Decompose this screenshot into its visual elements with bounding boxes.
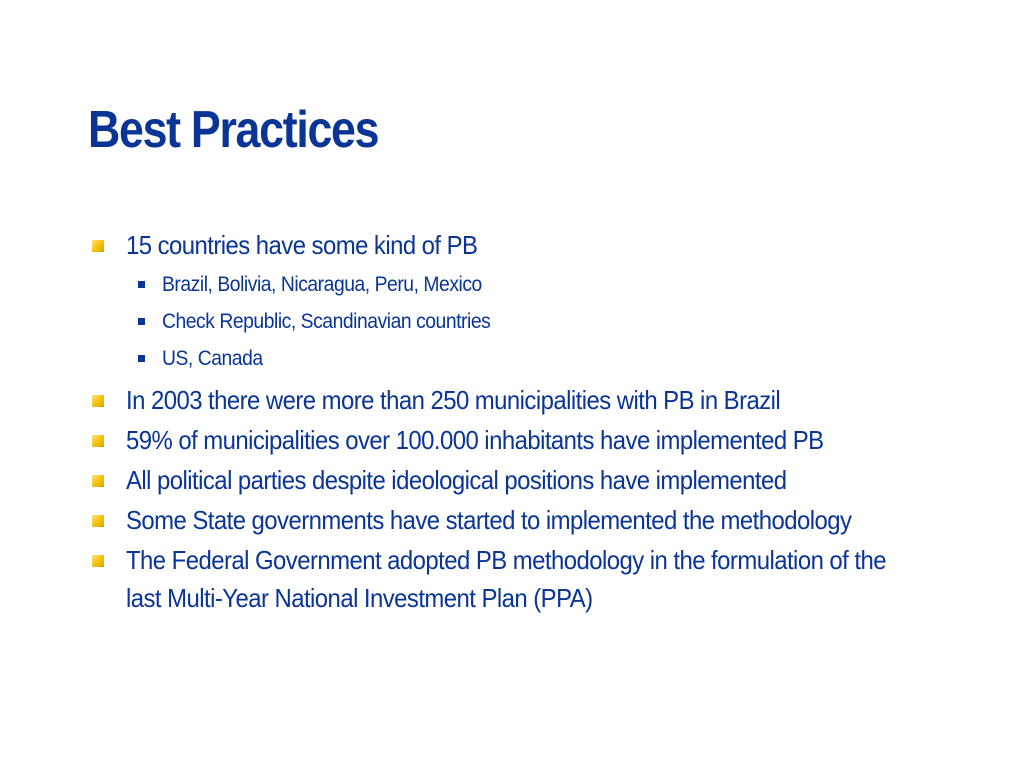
bullet-item-1: [92, 226, 992, 264]
bullet-list: [92, 226, 992, 619]
bullet-item-6: [92, 541, 992, 617]
bullet-item-3: [92, 421, 992, 459]
bullet-text: 15 countries have some kind of PB: [126, 230, 478, 260]
sub-bullet-text: Brazil, Bolivia, Nicaragua, Peru, Mexico: [162, 273, 482, 296]
sub-bullet-list: [92, 266, 992, 377]
square-bullet-icon: [92, 395, 104, 407]
bullet-text: Some State governments have started to implemented the methodology: [126, 505, 852, 535]
bullet-item-5: [92, 501, 992, 539]
square-bullet-icon: [92, 475, 104, 487]
sub-bullet-text: US, Canada: [162, 347, 263, 370]
bullet-item-4: [92, 461, 992, 499]
square-bullet-icon: [92, 435, 104, 447]
slide-title: Best Practices: [88, 101, 379, 159]
bullet-text: All political parties despite ideological positions have implemented: [126, 465, 787, 495]
bullet-text: 59% of municipalities over 100.000 inhabitants have implemented PB: [126, 425, 824, 455]
small-square-bullet-icon: [138, 281, 145, 288]
bullet-text: In 2003 there were more than 250 municipalities with PB in Brazil: [126, 385, 781, 415]
square-bullet-icon: [92, 515, 104, 527]
bullet-text: The Federal Government adopted PB methodology in the formulation of the last Multi-Year National Investment Plan (PPA): [126, 545, 886, 613]
small-square-bullet-icon: [138, 318, 145, 325]
small-square-bullet-icon: [138, 355, 145, 362]
sub-bullet-item-1: [138, 266, 992, 303]
bullet-item-2: [92, 381, 992, 419]
sub-bullet-text: Check Republic, Scandinavian countries: [162, 310, 491, 333]
sub-bullet-item-2: [138, 303, 992, 340]
sub-bullet-item-3: [138, 340, 992, 377]
square-bullet-icon: [92, 555, 104, 567]
square-bullet-icon: [92, 240, 104, 252]
